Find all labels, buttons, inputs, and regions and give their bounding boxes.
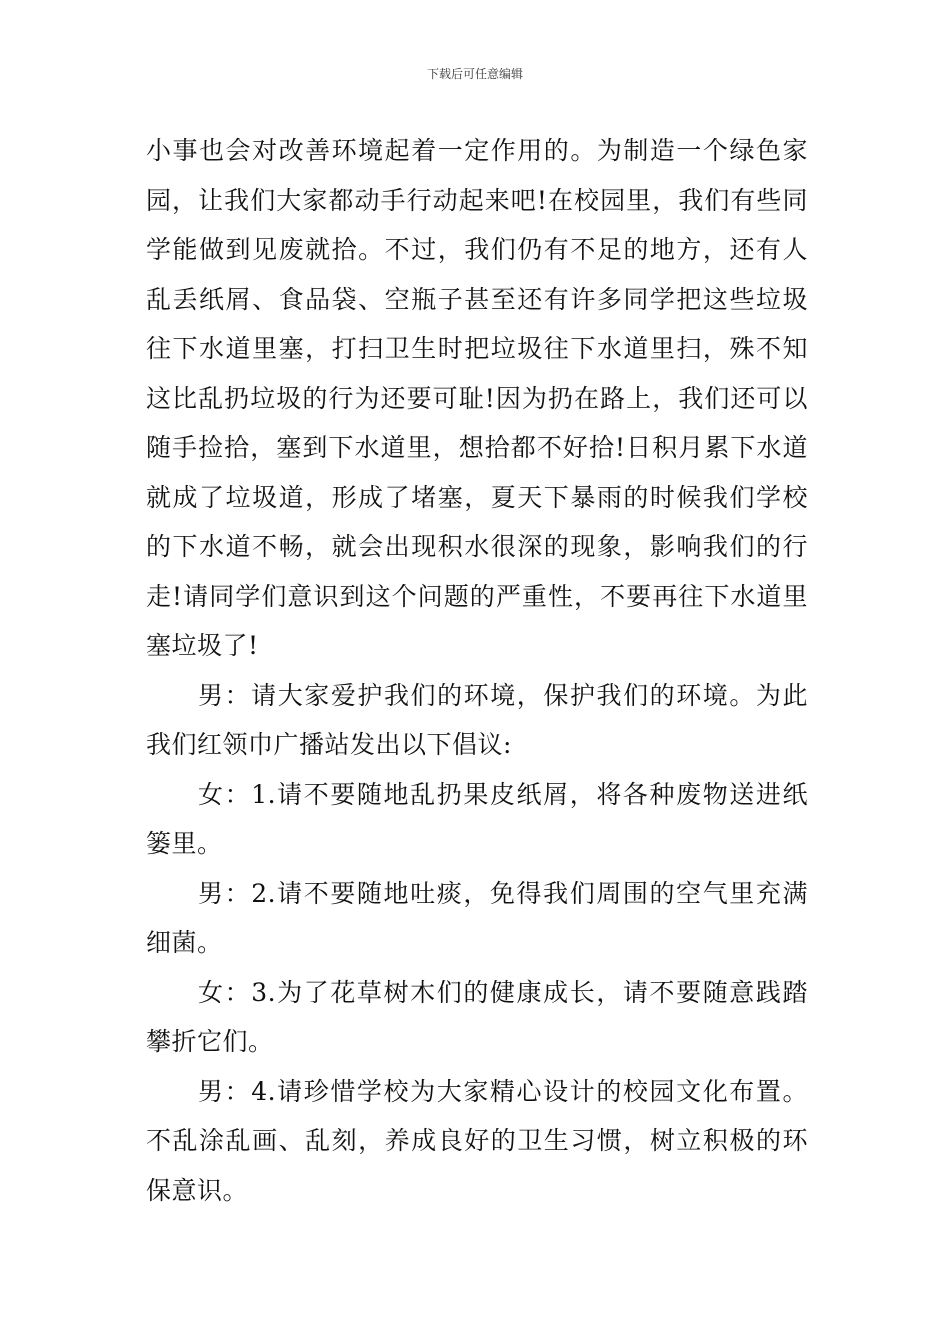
paragraph-proposal-4: 男：4.请珍惜学校为大家精心设计的校园文化布置。不乱涂乱画、乱刻，养成良好的卫生习惯，树立积极的环保意识。 [146,1076,808,1205]
paragraph-continuation: 小事也会对改善环境起着一定作用的。为制造一个绿色家园，让我们大家都动手行动起来吧!在校园里，我们有些同学能做到见废就拾。不过，我们仍有不足的地方，还有人乱丢纸屑、食品袋、空瓶子甚至还有许多同学把这些垃圾往下水道里塞，打扫卫生时把垃圾往下水道里扫，殊不知这比乱扔垃圾的行为还要可耻!因为扔在路上，我们还可以随手捡拾，塞到下水道里，想拾都不好拾!日积月累下水道就成了垃圾道，形成了堵塞，夏天下暴雨的时候我们学校的下水道不畅，就会出现积水很深的现象，影响我们的行走!请同学们意识到这个问题的严重性，不要再往下水道里塞垃圾了! [146,136,808,660]
document-body [146,126,808,1215]
paragraph-proposal-2: 男：2.请不要随地吐痰，免得我们周围的空气里充满细菌。 [146,878,808,957]
paragraph-male-appeal: 男：请大家爱护我们的环境，保护我们的环境。为此我们红领巾广播站发出以下倡议: [146,680,808,759]
page-header: 下载后可任意编辑 [426,67,523,81]
paragraph-proposal-1: 女：1.请不要随地乱扔果皮纸屑，将各种废物送进纸篓里。 [146,779,808,858]
paragraph-proposal-3: 女：3.为了花草树木们的健康成长，请不要随意践踏攀折它们。 [146,977,808,1056]
